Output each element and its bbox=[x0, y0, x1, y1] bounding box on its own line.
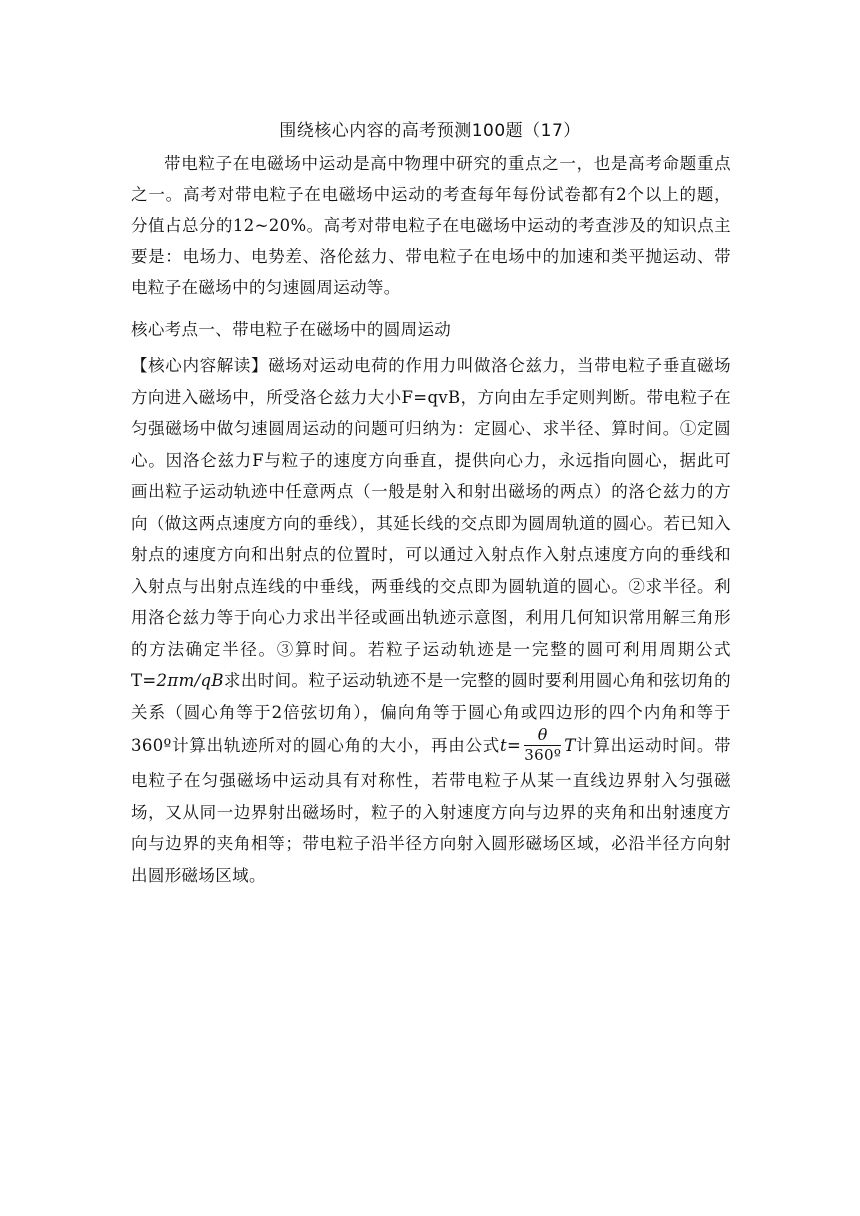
section-body-paragraph bbox=[131, 350, 731, 891]
formula-t-label: t= bbox=[500, 736, 522, 756]
body-text-part-c: 计算出运动时间。带电粒子在匀强磁场中运动具有对称性，若带电粒子从某一直线边界射入匀强磁场，又从同一边界射出磁场时，粒子的入射速度方向与边界的夹角和出射速度方向与边界的夹角相等；带电粒子沿半径方向射入圆形磁场区域，必沿半径方向射出圆形磁场区域。 bbox=[131, 736, 731, 885]
fraction-numerator: θ bbox=[524, 726, 561, 746]
fraction-denominator: 360º bbox=[524, 745, 562, 764]
section-heading: 核心考点一、带电粒子在磁场中的圆周运动 bbox=[131, 320, 452, 339]
formula-period-symbol: T bbox=[564, 736, 576, 756]
period-formula: 2πm/qB bbox=[156, 671, 224, 690]
time-fraction bbox=[524, 726, 561, 763]
body-text-part-a: 【核心内容解读】磁场对运动电荷的作用力叫做洛仑兹力，当带电粒子垂直磁场方向进入磁场中，所受洛仑兹力大小F=qvB，方向由左手定则判断。带电粒子在匀强磁场中做匀速圆周运动的问题可归纳为：定圆心、求半径、算时间。①定圆心。因洛仑兹力F与粒子的速度方向垂直，提供向心力，永远指向圆心，据此可画出粒子运动轨迹中任意两点（一般是射入和射出磁场的两点）的洛仑兹力的方向（做这两点速度方向的垂线），其延长线的交点即为圆周轨道的圆心。若已知入射点的速度方向和出射点的位置时，可以通过入射点作入射点速度方向的垂线和入射点与出射点连线的中垂线，两垂线的交点即为圆轨道的圆心。②求半径。利用洛仑兹力等于向心力求出半径或画出轨迹示意图，利用几何知识常用解三角形的方法确定半径。③算时间。若粒子运动轨迹是一完整的圆可利用周期公式T= bbox=[131, 356, 731, 690]
document-title: 围绕核心内容的高考预测100题（17） bbox=[279, 121, 581, 141]
intro-paragraph: 带电粒子在电磁场中运动是高中物理中研究的重点之一，也是高考命题重点之一。高考对带电粒子在电磁场中运动的考查每年每份试卷都有2个以上的题，分值占总分的12~20%。高考对带电粒子在电磁场中运动的考查涉及的知识点主要是：电场力、电势差、洛伦兹力、带电粒子在电场中的加速和类平抛运动、带电粒子在磁场中的匀速圆周运动等。 bbox=[131, 154, 731, 297]
body-text-part-b: 求出时间。粒子运动轨迹不是一完整的圆时要利用圆心角和弦切角的关系（圆心角等于2倍弦切角），偏向角等于圆心角或四边形的四个内角和等于360º计算出轨迹所对的圆心角的大小，再由公式 bbox=[131, 671, 731, 756]
